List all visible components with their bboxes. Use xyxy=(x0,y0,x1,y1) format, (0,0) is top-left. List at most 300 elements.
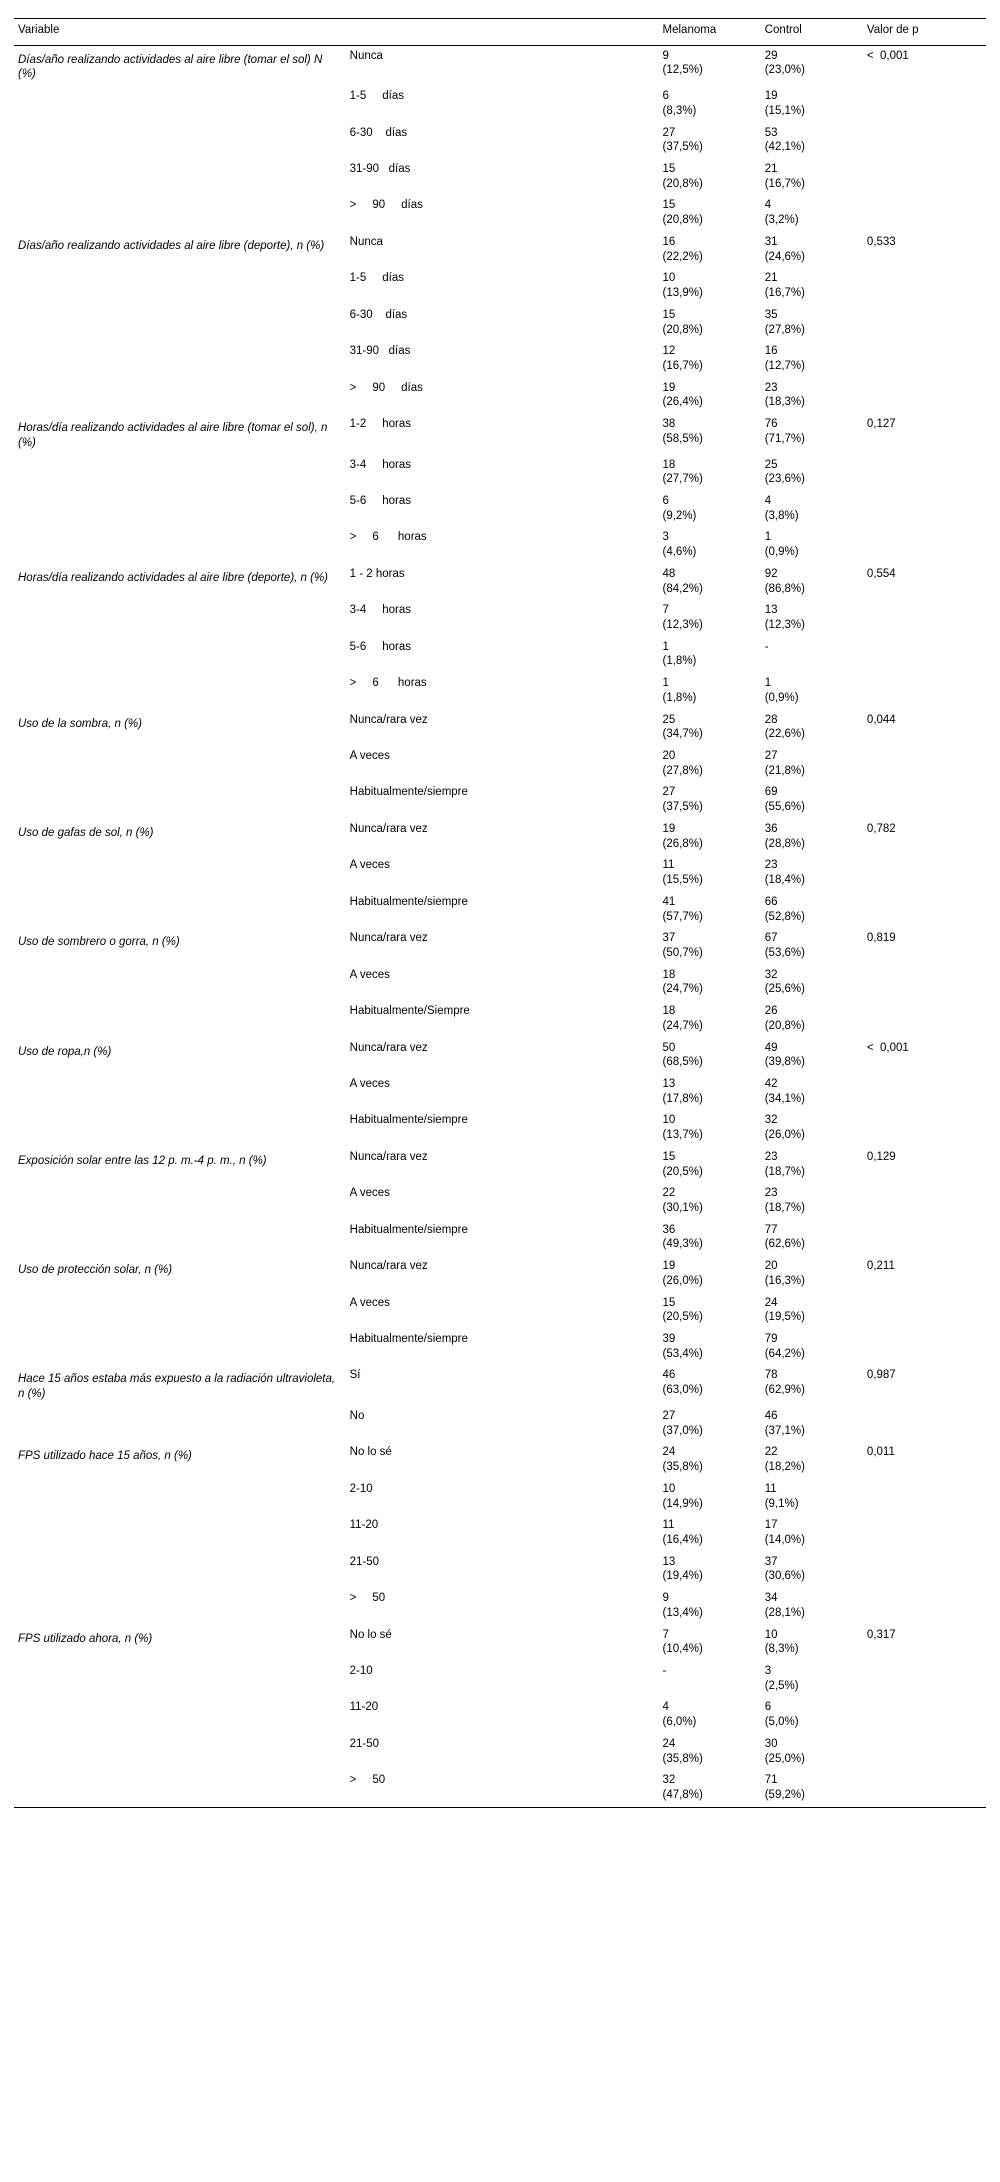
control-percent: (64,2%) xyxy=(764,1347,805,1360)
control-count: 49 xyxy=(764,1041,778,1054)
melanoma-percent: (37,5%) xyxy=(662,141,703,154)
melanoma-percent: (26,8%) xyxy=(662,837,703,850)
melanoma-percent: (13,9%) xyxy=(662,287,703,300)
cell-variable xyxy=(14,1734,346,1770)
cell-melanoma xyxy=(659,637,761,673)
cell-control xyxy=(761,195,863,231)
cell-control xyxy=(761,341,863,377)
cell-variable xyxy=(14,123,346,159)
melanoma-count: 25 xyxy=(662,713,676,726)
cell-pvalue xyxy=(863,1220,986,1256)
cell-control xyxy=(761,892,863,928)
control-percent: (27,8%) xyxy=(764,323,805,336)
control-percent: (8,3%) xyxy=(764,1643,799,1656)
melanoma-count: 19 xyxy=(662,822,676,835)
table-row xyxy=(14,1329,986,1365)
melanoma-count: 48 xyxy=(662,567,676,580)
control-percent: (42,1%) xyxy=(764,141,805,154)
cell-control xyxy=(761,1256,863,1292)
melanoma-percent: (20,8%) xyxy=(662,177,703,190)
cell-pvalue: 0,211 xyxy=(866,1260,895,1273)
control-count: 32 xyxy=(764,1114,778,1127)
cell-melanoma xyxy=(659,1074,761,1110)
cell-category: 21-50 xyxy=(349,1555,380,1568)
cell-variable xyxy=(14,1074,346,1110)
cell-variable: Uso de la sombra, n (%) xyxy=(18,717,142,730)
cell-variable xyxy=(14,1406,346,1442)
control-count: 6 xyxy=(764,1701,772,1714)
cell-control xyxy=(761,268,863,304)
cell-melanoma xyxy=(659,746,761,782)
cell-melanoma xyxy=(659,1001,761,1037)
control-count: 32 xyxy=(764,968,778,981)
control-count: 4 xyxy=(764,494,772,507)
melanoma-count: 1 xyxy=(662,640,669,653)
cell-pvalue xyxy=(863,1183,986,1219)
cell-control xyxy=(761,1110,863,1146)
control-percent: (16,7%) xyxy=(764,177,805,190)
cell-pvalue xyxy=(863,1770,986,1807)
cell-melanoma xyxy=(659,1625,761,1661)
cell-category: A veces xyxy=(349,750,390,763)
column-header-pvalue: Valor de p xyxy=(863,19,986,46)
table-row xyxy=(14,123,986,159)
melanoma-count: 18 xyxy=(662,1005,676,1018)
cell-pvalue xyxy=(863,673,986,709)
cell-control xyxy=(761,1625,863,1661)
cell-pvalue xyxy=(863,782,986,818)
cell-melanoma xyxy=(659,1442,761,1478)
column-header-category xyxy=(346,19,659,46)
cell-pvalue xyxy=(863,268,986,304)
control-percent: (28,1%) xyxy=(764,1606,805,1619)
cell-control xyxy=(761,159,863,195)
control-count: 21 xyxy=(764,272,778,285)
control-count: 35 xyxy=(764,308,778,321)
melanoma-count: 11 xyxy=(662,859,675,872)
control-percent: (24,6%) xyxy=(764,250,805,263)
melanoma-count: 13 xyxy=(662,1555,676,1568)
table-row xyxy=(14,1183,986,1219)
cell-pvalue: 0,782 xyxy=(866,822,896,835)
cell-pvalue: 0,987 xyxy=(866,1369,896,1382)
table-row xyxy=(14,710,986,746)
table-row xyxy=(14,86,986,122)
cell-melanoma xyxy=(659,1110,761,1146)
melanoma-percent: (16,4%) xyxy=(662,1533,703,1546)
table-row xyxy=(14,1442,986,1478)
cell-control xyxy=(761,600,863,636)
melanoma-percent: (17,8%) xyxy=(662,1092,703,1105)
control-count: 13 xyxy=(764,604,778,617)
table-row xyxy=(14,746,986,782)
table-row xyxy=(14,455,986,491)
melanoma-count: 16 xyxy=(662,235,676,248)
control-percent: (15,1%) xyxy=(764,104,805,117)
melanoma-percent: (63,0%) xyxy=(662,1384,703,1397)
table-row xyxy=(14,1110,986,1146)
melanoma-percent: (27,7%) xyxy=(662,473,703,486)
cell-category: Nunca/rara vez xyxy=(349,1150,428,1163)
cell-variable xyxy=(14,195,346,231)
melanoma-percent: (35,8%) xyxy=(662,1461,703,1474)
cell-variable xyxy=(14,1770,346,1807)
melanoma-count: - xyxy=(662,1664,667,1677)
cell-melanoma xyxy=(659,268,761,304)
control-count: 1 xyxy=(764,531,772,544)
control-count: 42 xyxy=(764,1077,778,1090)
cell-control xyxy=(761,1588,863,1624)
cell-melanoma xyxy=(659,159,761,195)
control-percent: (9,1%) xyxy=(764,1497,799,1510)
table-row xyxy=(14,378,986,414)
cell-category: Nunca/rara vez xyxy=(349,822,428,835)
cell-melanoma xyxy=(659,527,761,563)
cell-control xyxy=(761,1406,863,1442)
melanoma-percent: (4,6%) xyxy=(662,546,697,559)
cell-melanoma xyxy=(659,1588,761,1624)
cell-category: > 6 horas xyxy=(349,531,427,544)
control-percent: (18,7%) xyxy=(764,1165,805,1178)
cell-category: Nunca/rara vez xyxy=(349,1260,428,1273)
melanoma-percent: (12,5%) xyxy=(662,64,703,77)
melanoma-percent: (8,3%) xyxy=(662,104,697,117)
cell-control xyxy=(761,1770,863,1807)
cell-pvalue xyxy=(863,1406,986,1442)
melanoma-percent: (50,7%) xyxy=(662,946,703,959)
cell-pvalue xyxy=(863,1001,986,1037)
cell-pvalue xyxy=(863,1734,986,1770)
cell-variable xyxy=(14,378,346,414)
table-row xyxy=(14,892,986,928)
cell-variable xyxy=(14,455,346,491)
cell-control xyxy=(761,673,863,709)
melanoma-percent: (12,3%) xyxy=(662,619,703,631)
cell-variable xyxy=(14,855,346,891)
cell-variable xyxy=(14,892,346,928)
cell-melanoma xyxy=(659,45,761,86)
control-count: 20 xyxy=(764,1260,778,1273)
control-percent: (23,0%) xyxy=(764,64,805,77)
cell-control xyxy=(761,564,863,600)
cell-pvalue: 0,554 xyxy=(866,567,896,580)
cell-category: 2-10 xyxy=(349,1664,373,1677)
control-count: 16 xyxy=(764,345,778,358)
melanoma-percent: (35,8%) xyxy=(662,1752,703,1765)
melanoma-percent: (20,5%) xyxy=(662,1311,703,1324)
melanoma-count: 38 xyxy=(662,418,676,431)
control-count: 21 xyxy=(764,163,778,176)
cell-pvalue: 0,127 xyxy=(866,418,896,431)
cell-category: 5-6 horas xyxy=(349,640,412,653)
table-row xyxy=(14,305,986,341)
table-row xyxy=(14,414,986,454)
table-row xyxy=(14,195,986,231)
cell-category: 3-4 horas xyxy=(349,458,412,471)
cell-variable: Uso de gafas de sol, n (%) xyxy=(18,826,154,839)
cell-category: No xyxy=(349,1409,365,1422)
melanoma-count: 27 xyxy=(662,126,676,139)
cell-category: 31-90 días xyxy=(349,163,411,176)
cell-pvalue: 0,533 xyxy=(866,235,896,248)
control-percent: (22,6%) xyxy=(764,728,805,741)
melanoma-count: 19 xyxy=(662,381,676,394)
melanoma-count: 7 xyxy=(662,1628,669,1641)
control-percent: (59,2%) xyxy=(764,1789,805,1801)
cell-category: 11-20 xyxy=(349,1701,379,1714)
control-percent: (52,8%) xyxy=(764,910,805,923)
cell-pvalue xyxy=(863,1515,986,1551)
table-row xyxy=(14,268,986,304)
cell-category: 6-30 días xyxy=(349,126,408,139)
cell-pvalue xyxy=(863,305,986,341)
table-row xyxy=(14,1552,986,1588)
cell-pvalue: 0,044 xyxy=(866,713,896,726)
table-header xyxy=(14,19,986,46)
table-row xyxy=(14,1001,986,1037)
cell-melanoma xyxy=(659,1256,761,1292)
cell-variable xyxy=(14,341,346,377)
cell-control xyxy=(761,1442,863,1478)
cell-melanoma xyxy=(659,1697,761,1733)
control-percent: (37,1%) xyxy=(764,1424,805,1437)
table-row xyxy=(14,564,986,600)
cell-pvalue xyxy=(863,1697,986,1733)
control-count: 22 xyxy=(764,1446,778,1459)
cell-category: 21-50 xyxy=(349,1737,380,1750)
cell-control xyxy=(761,378,863,414)
control-percent: (18,7%) xyxy=(764,1202,805,1214)
cell-control xyxy=(761,1515,863,1551)
control-percent: (30,6%) xyxy=(764,1570,805,1583)
control-count: 23 xyxy=(764,1150,778,1163)
cell-pvalue xyxy=(863,1293,986,1329)
melanoma-count: 41 xyxy=(662,895,676,908)
control-count: 92 xyxy=(764,567,778,580)
melanoma-count: 9 xyxy=(662,49,669,62)
table-row xyxy=(14,1515,986,1551)
cell-control xyxy=(761,928,863,964)
control-count: 78 xyxy=(764,1369,778,1382)
control-percent: (86,8%) xyxy=(764,582,805,595)
cell-control xyxy=(761,965,863,1001)
cell-melanoma xyxy=(659,1770,761,1807)
table-row xyxy=(14,1770,986,1807)
cell-variable xyxy=(14,1001,346,1037)
control-percent: (26,0%) xyxy=(764,1129,805,1142)
melanoma-count: 7 xyxy=(662,604,669,617)
cell-category: Nunca/rara vez xyxy=(349,932,428,945)
cell-category: > 6 horas xyxy=(349,677,427,690)
cell-variable xyxy=(14,782,346,818)
cell-variable xyxy=(14,637,346,673)
cell-melanoma xyxy=(659,378,761,414)
cell-category: 3-4 horas xyxy=(349,604,412,617)
cell-control xyxy=(761,1001,863,1037)
melanoma-count: 20 xyxy=(662,750,676,763)
table-row xyxy=(14,1625,986,1661)
control-count: 11 xyxy=(764,1482,777,1495)
cell-pvalue: < 0,001 xyxy=(866,1041,909,1054)
cell-melanoma xyxy=(659,1479,761,1515)
cell-melanoma xyxy=(659,819,761,855)
melanoma-count: 11 xyxy=(662,1519,675,1532)
table-row xyxy=(14,1365,986,1405)
control-count: 67 xyxy=(764,932,778,945)
cell-variable: Uso de ropa,n (%) xyxy=(18,1045,112,1058)
control-count: 19 xyxy=(764,90,778,103)
melanoma-count: 15 xyxy=(662,199,676,212)
control-percent: (19,5%) xyxy=(764,1311,805,1324)
cell-melanoma xyxy=(659,305,761,341)
cell-pvalue xyxy=(863,892,986,928)
melanoma-percent: (20,5%) xyxy=(662,1165,703,1178)
cell-pvalue xyxy=(863,1552,986,1588)
cell-melanoma xyxy=(659,1515,761,1551)
cell-variable xyxy=(14,268,346,304)
cell-pvalue: 0,129 xyxy=(866,1150,896,1163)
cell-melanoma xyxy=(659,341,761,377)
table-row xyxy=(14,159,986,195)
cell-pvalue: 0,317 xyxy=(866,1628,896,1641)
cell-category: Nunca/rara vez xyxy=(349,713,428,726)
melanoma-count: 10 xyxy=(662,1482,676,1495)
table-row xyxy=(14,527,986,563)
melanoma-count: 10 xyxy=(662,1114,676,1127)
control-count: 23 xyxy=(764,859,778,872)
melanoma-count: 24 xyxy=(662,1737,676,1750)
control-count: - xyxy=(764,640,769,653)
control-count: 34 xyxy=(764,1592,778,1605)
cell-category: 1-5 días xyxy=(349,90,404,103)
cell-melanoma xyxy=(659,564,761,600)
table-row xyxy=(14,965,986,1001)
cell-control xyxy=(761,1552,863,1588)
cell-melanoma xyxy=(659,965,761,1001)
melanoma-percent: (6,0%) xyxy=(662,1716,697,1729)
cell-melanoma xyxy=(659,855,761,891)
table-row xyxy=(14,232,986,268)
cell-variable: Uso de sombrero o gorra, n (%) xyxy=(18,936,180,949)
cell-category: No lo sé xyxy=(349,1446,392,1459)
column-header-variable: Variable xyxy=(14,19,346,46)
cell-melanoma xyxy=(659,782,761,818)
cell-control xyxy=(761,232,863,268)
melanoma-percent: (15,5%) xyxy=(662,874,703,887)
cell-variable xyxy=(14,1697,346,1733)
cell-category: 1-5 días xyxy=(349,272,404,285)
control-percent: (0,9%) xyxy=(764,546,799,559)
control-percent: (14,0%) xyxy=(764,1533,805,1546)
cell-variable: Hace 15 años estaba más expuesto a la radiación ultravioleta, n (%) xyxy=(18,1373,336,1401)
cell-variable xyxy=(14,746,346,782)
cell-control xyxy=(761,305,863,341)
control-count: 46 xyxy=(764,1409,778,1422)
control-count: 24 xyxy=(764,1296,778,1309)
control-count: 79 xyxy=(764,1333,778,1346)
control-count: 31 xyxy=(764,235,778,248)
control-percent: (20,8%) xyxy=(764,1019,805,1032)
melanoma-count: 24 xyxy=(662,1446,676,1459)
cell-variable xyxy=(14,1220,346,1256)
melanoma-percent: (16,7%) xyxy=(662,359,703,372)
table-row xyxy=(14,1479,986,1515)
cell-variable xyxy=(14,1515,346,1551)
control-percent: (12,7%) xyxy=(764,359,805,372)
cell-melanoma xyxy=(659,491,761,527)
cell-pvalue xyxy=(863,527,986,563)
cell-category: 2-10 xyxy=(349,1482,373,1495)
cell-control xyxy=(761,637,863,673)
melanoma-percent: (14,9%) xyxy=(662,1497,703,1510)
cell-category: Sí xyxy=(349,1369,361,1382)
melanoma-count: 46 xyxy=(662,1369,676,1382)
cell-control xyxy=(761,1734,863,1770)
cell-melanoma xyxy=(659,1183,761,1219)
control-percent: (28,8%) xyxy=(764,837,805,850)
cell-variable xyxy=(14,1110,346,1146)
cell-category: Habitualmente/siempre xyxy=(349,895,468,908)
table-header-row xyxy=(14,19,986,46)
melanoma-percent: (1,8%) xyxy=(662,691,697,704)
cell-variable: Días/año realizando actividades al aire libre (deporte), n (%) xyxy=(18,239,325,252)
control-percent: (0,9%) xyxy=(764,691,799,704)
cell-melanoma xyxy=(659,414,761,454)
control-count: 1 xyxy=(764,677,772,690)
control-count: 28 xyxy=(764,713,778,726)
cell-category: Habitualmente/siempre xyxy=(349,1114,468,1127)
table-row xyxy=(14,1220,986,1256)
table-row xyxy=(14,855,986,891)
cell-category: Habitualmente/Siempre xyxy=(349,1005,470,1018)
table-row xyxy=(14,673,986,709)
cell-control xyxy=(761,819,863,855)
cell-variable: Uso de protección solar, n (%) xyxy=(18,1264,173,1277)
control-percent: (23,6%) xyxy=(764,473,805,486)
cell-melanoma xyxy=(659,1661,761,1697)
cell-category: Habitualmente/siempre xyxy=(349,1333,468,1346)
cell-pvalue xyxy=(863,600,986,636)
melanoma-count: 3 xyxy=(662,531,669,544)
melanoma-percent: (37,0%) xyxy=(662,1424,703,1437)
table-row xyxy=(14,782,986,818)
table-row xyxy=(14,1074,986,1110)
melanoma-percent: (68,5%) xyxy=(662,1056,703,1069)
cell-pvalue xyxy=(863,1588,986,1624)
control-count: 26 xyxy=(764,1005,778,1018)
table-row xyxy=(14,1661,986,1697)
cell-pvalue xyxy=(863,491,986,527)
cell-category: Nunca/rara vez xyxy=(349,1041,428,1054)
melanoma-count: 18 xyxy=(662,968,676,981)
cell-control xyxy=(761,455,863,491)
cell-melanoma xyxy=(659,600,761,636)
control-count: 3 xyxy=(764,1664,772,1677)
cell-variable xyxy=(14,1661,346,1697)
cell-melanoma xyxy=(659,1734,761,1770)
control-percent: (62,6%) xyxy=(764,1238,805,1251)
cell-pvalue xyxy=(863,1110,986,1146)
cell-control xyxy=(761,855,863,891)
cell-category: 31-90 días xyxy=(349,345,411,358)
control-count: 77 xyxy=(764,1223,778,1236)
cell-pvalue xyxy=(863,159,986,195)
cell-category: A veces xyxy=(349,968,390,981)
melanoma-percent: (26,4%) xyxy=(662,396,703,409)
cell-category: > 90 días xyxy=(349,381,423,394)
cell-control xyxy=(761,527,863,563)
melanoma-count: 9 xyxy=(662,1592,669,1605)
